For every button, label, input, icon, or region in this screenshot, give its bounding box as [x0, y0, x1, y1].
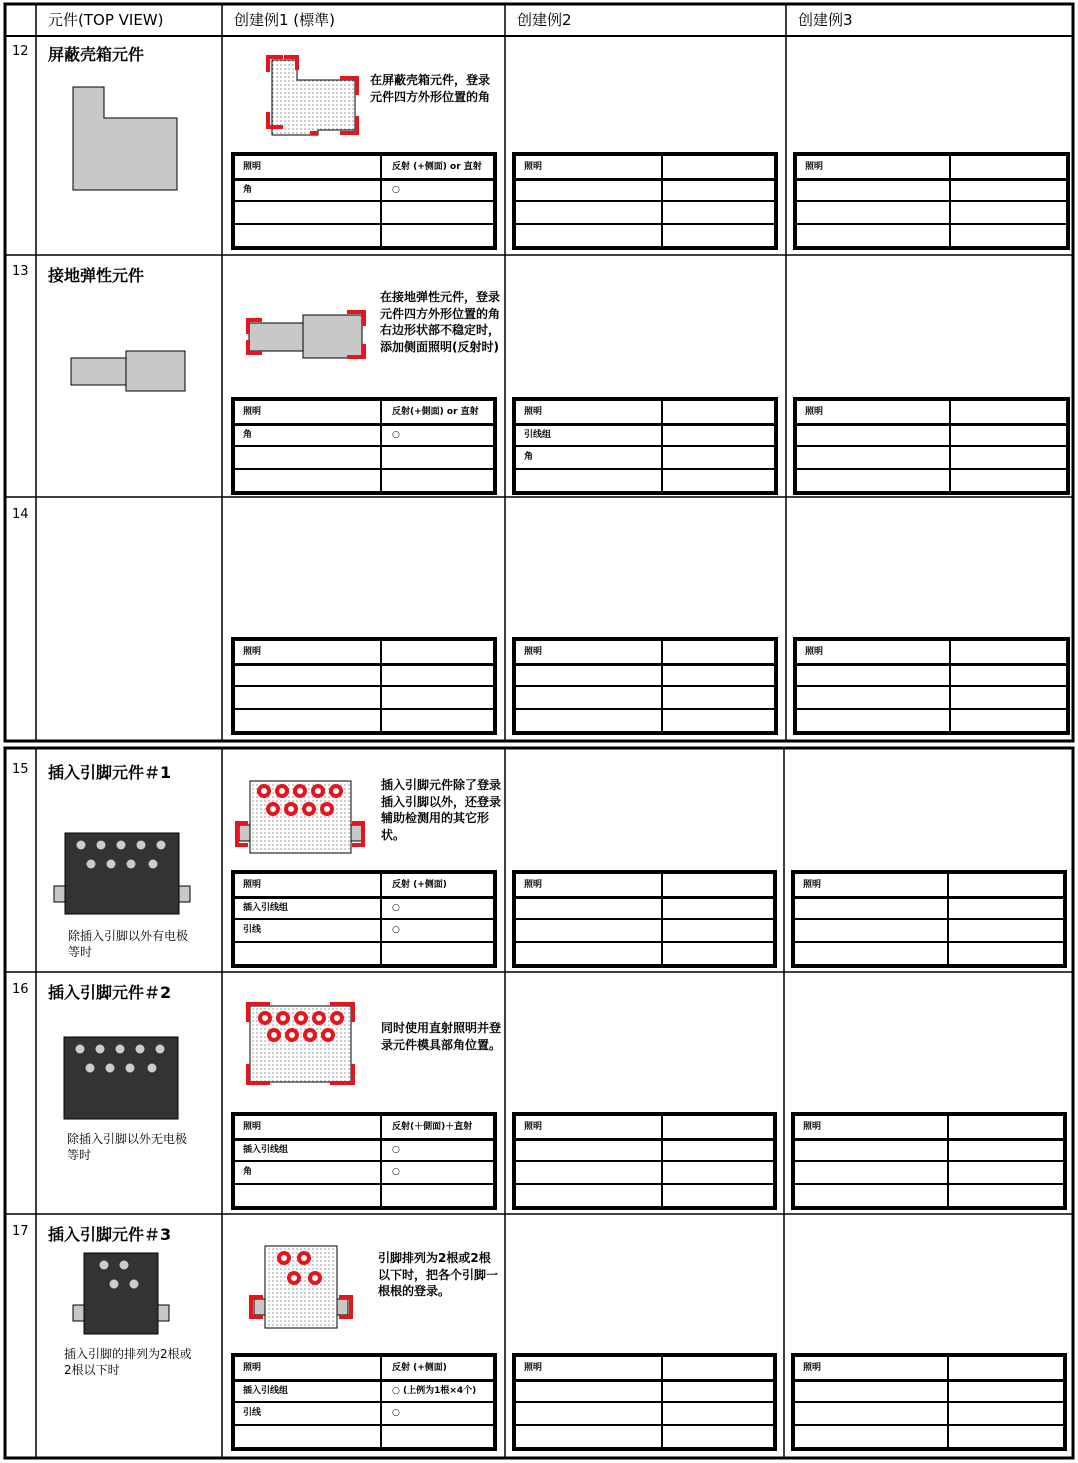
- table-header-cell: [951, 874, 1061, 897]
- table-cell: [235, 664, 380, 687]
- table-cell: [797, 224, 949, 247]
- table-cell: [384, 1184, 491, 1207]
- table-header-cell: 照明: [805, 407, 824, 417]
- table-cell: [516, 201, 661, 224]
- table-header-cell: 照明: [524, 1363, 543, 1373]
- lighting-table: [231, 152, 497, 250]
- table-header-cell: 照明: [524, 647, 543, 657]
- table-column-divider: [380, 874, 382, 964]
- table-cell: [797, 686, 949, 709]
- table-column-divider: [380, 1357, 382, 1447]
- table-column-divider: [949, 401, 951, 491]
- table-column-divider: [661, 1357, 663, 1447]
- table-column-divider: [661, 1116, 663, 1206]
- table-cell: [953, 179, 1064, 202]
- insert-pin-3-registration-diagram: [251, 1246, 351, 1328]
- table-cell: ○: [392, 429, 400, 440]
- table-header-cell: [665, 401, 772, 424]
- table-header-cell: 照明: [243, 880, 262, 890]
- row-title: 接地弹性元件: [48, 266, 145, 285]
- table-cell: [665, 1425, 771, 1448]
- table-header-cell: [665, 641, 772, 664]
- component-caption: 除插入引脚以外有电极等时: [68, 929, 189, 959]
- table-cell: [953, 709, 1064, 732]
- table-cell: [384, 446, 491, 469]
- table-cell: ○: [392, 1408, 400, 1418]
- insert-pin-component-2-icon: [64, 1037, 178, 1119]
- table-cell: [516, 469, 661, 492]
- table-cell: [797, 469, 949, 492]
- table-header-cell: 照明: [243, 407, 262, 417]
- table-cell: [516, 224, 661, 247]
- table-cell: [516, 1184, 661, 1207]
- table-column-divider: [380, 1116, 382, 1206]
- table-header-cell: [665, 1116, 771, 1139]
- table-header-cell: 反射(+側面) or 直射: [392, 407, 479, 417]
- lighting-table: [231, 1353, 497, 1451]
- table-column-divider: [947, 1116, 949, 1206]
- table-cell: 插入引线组: [243, 1144, 289, 1155]
- table-cell: [384, 686, 491, 709]
- table-header-cell: 照明: [243, 162, 262, 172]
- table-cell: [795, 1402, 947, 1425]
- row-number: 15: [12, 762, 29, 777]
- table-cell: [951, 1402, 1061, 1425]
- table-cell: [795, 1161, 947, 1184]
- table-column-divider: [380, 156, 382, 246]
- row-number: 14: [12, 507, 29, 522]
- table-column-divider: [947, 874, 949, 964]
- table-cell: [235, 1425, 380, 1448]
- table-cell: [953, 224, 1064, 247]
- header-example-2: 创建例2: [517, 11, 572, 29]
- lighting-table: [512, 152, 778, 250]
- table-cell: [384, 1425, 491, 1448]
- table-cell: [665, 1139, 771, 1162]
- example-note: 在屏蔽壳箱元件，登录元件四方外形位置的角: [370, 73, 491, 104]
- lighting-table: [231, 870, 497, 968]
- table-cell: [384, 942, 491, 965]
- lighting-table: [791, 870, 1067, 968]
- row-title: 插入引脚元件＃1: [48, 763, 172, 782]
- header-example-3: 创建例3: [798, 11, 853, 29]
- table-header-cell: 照明: [524, 407, 543, 417]
- table-cell: [516, 179, 661, 202]
- table-cell: [235, 1184, 380, 1207]
- table-cell: [795, 1139, 947, 1162]
- table-column-divider: [380, 641, 382, 731]
- table-cell: [665, 469, 772, 492]
- table-header-cell: [384, 641, 491, 664]
- table-header-cell: 照明: [803, 1363, 822, 1373]
- table-cell: [665, 446, 772, 469]
- table-header-cell: 照明: [803, 1122, 822, 1132]
- table-column-divider: [949, 156, 951, 246]
- table-header-cell: [951, 1116, 1061, 1139]
- table-cell: [665, 942, 771, 965]
- table-cell: [235, 709, 380, 732]
- table-header-cell: 照明: [805, 162, 824, 172]
- table-header-cell: 反射 (+侧面) or 直射: [392, 162, 482, 172]
- table-cell: [516, 1139, 661, 1162]
- table-cell: [384, 469, 491, 492]
- table-header-cell: 反射 (+侧面): [392, 880, 447, 890]
- table-header-cell: 反射 (+侧面): [392, 1363, 447, 1373]
- row-number: 17: [12, 1224, 29, 1239]
- table-cell: 插入引线组: [243, 902, 289, 913]
- table-cell: [516, 1161, 661, 1184]
- table-cell: 角: [243, 184, 253, 195]
- table-cell: [516, 942, 661, 965]
- table-cell: ○: [392, 184, 400, 195]
- table-cell: [235, 469, 380, 492]
- table-header-cell: [665, 1357, 771, 1380]
- table-header-cell: [953, 641, 1064, 664]
- table-cell: ○: [392, 1144, 400, 1155]
- lighting-table: [512, 1112, 777, 1210]
- table-header-cell: [953, 401, 1064, 424]
- table-cell: [953, 469, 1064, 492]
- table-cell: [795, 919, 947, 942]
- row-title: 插入引脚元件＃2: [48, 983, 172, 1002]
- table-column-divider: [661, 401, 663, 491]
- table-header-cell: 照明: [803, 880, 822, 890]
- table-cell: [953, 664, 1064, 687]
- table-cell: 角: [524, 452, 534, 462]
- row-title: 插入引脚元件＃3: [48, 1225, 172, 1244]
- table-cell: ○: [392, 1167, 400, 1177]
- table-column-divider: [661, 641, 663, 731]
- table-cell: 引线组: [524, 429, 552, 440]
- table-cell: [953, 686, 1064, 709]
- lighting-table: [231, 637, 497, 735]
- table-cell: [516, 919, 661, 942]
- lighting-table: [512, 637, 778, 735]
- table-cell: [951, 1161, 1061, 1184]
- table-cell: ○ (上例为1根×4个): [392, 1385, 477, 1396]
- table-column-divider: [661, 156, 663, 246]
- table-cell: [665, 1380, 771, 1403]
- table-header-cell: 照明: [524, 162, 543, 172]
- table-cell: [797, 179, 949, 202]
- ground-spring-component-icon: [71, 351, 185, 391]
- table-cell: [797, 424, 949, 447]
- table-column-divider: [380, 401, 382, 491]
- table-cell: [797, 709, 949, 732]
- table-cell: [953, 446, 1064, 469]
- component-caption: 除插入引脚以外无电极等时: [67, 1132, 188, 1162]
- table-cell: [951, 1380, 1061, 1403]
- table-cell: ○: [392, 925, 400, 935]
- lighting-table: [791, 1112, 1067, 1210]
- table-header-cell: [665, 874, 771, 897]
- table-cell: ○: [392, 902, 400, 913]
- ground-spring-registration-diagram: [248, 312, 364, 358]
- table-cell: [665, 664, 772, 687]
- insert-pin-component-1-icon: [54, 833, 190, 914]
- table-cell: [795, 1380, 947, 1403]
- table-cell: [235, 942, 380, 965]
- insert-pin-2-registration-diagram: [248, 1004, 353, 1083]
- table-cell: [795, 897, 947, 920]
- table-cell: [953, 424, 1064, 447]
- row-number: 13: [12, 264, 29, 279]
- table-cell: [665, 424, 772, 447]
- example-note: 在接地弹性元件，登录元件四方外形位置的角 右边形状部不稳定时，添加侧面照明(反射时): [380, 290, 501, 354]
- example-note: 引脚排列为2根或2根以下时，把各个引脚一根根的登录。: [378, 1251, 499, 1298]
- row-number: 12: [12, 44, 29, 59]
- table-cell: [665, 1184, 771, 1207]
- example-note: 插入引脚元件除了登录插入引脚以外，还登录辅助检测用的其它形状。: [381, 778, 502, 842]
- table-cell: 插入引线组: [243, 1385, 289, 1396]
- example-note: 同时使用直射照明并登录元件模具部角位置。: [381, 1021, 502, 1052]
- table-header-cell: 照明: [243, 1363, 262, 1373]
- table-cell: [384, 224, 491, 247]
- table-cell: [516, 897, 661, 920]
- lighting-table: [231, 397, 497, 495]
- table-cell: [951, 942, 1061, 965]
- table-column-divider: [947, 1357, 949, 1447]
- table-cell: [516, 686, 661, 709]
- table-cell: [951, 1425, 1061, 1448]
- table-header-cell: 照明: [524, 880, 543, 890]
- table-column-divider: [949, 641, 951, 731]
- lighting-table: [793, 397, 1070, 495]
- table-cell: [384, 664, 491, 687]
- table-cell: [235, 201, 380, 224]
- table-cell: [665, 897, 771, 920]
- table-cell: [384, 201, 491, 224]
- table-cell: [795, 942, 947, 965]
- table-column-divider: [661, 874, 663, 964]
- table-cell: 引线: [243, 1408, 262, 1418]
- table-cell: [235, 446, 380, 469]
- table-cell: [951, 1139, 1061, 1162]
- table-header-cell: [951, 1357, 1061, 1380]
- table-header-cell: [953, 156, 1064, 179]
- table-header-cell: 照明: [524, 1122, 543, 1132]
- table-cell: [795, 1184, 947, 1207]
- table-cell: [797, 446, 949, 469]
- table-header-cell: [665, 156, 772, 179]
- table-header-cell: 反射(＋側面)＋直射: [392, 1122, 473, 1132]
- insert-pin-1-registration-diagram: [237, 781, 363, 853]
- row-title: 屏蔽壳箱元件: [48, 45, 145, 64]
- table-cell: [665, 709, 772, 732]
- lighting-table: [512, 397, 778, 495]
- table-cell: [235, 224, 380, 247]
- table-cell: [516, 709, 661, 732]
- table-cell: [665, 201, 772, 224]
- table-cell: [665, 1402, 771, 1425]
- table-header-cell: 照明: [243, 647, 262, 657]
- table-cell: [951, 1184, 1061, 1207]
- table-cell: [665, 919, 771, 942]
- row-number: 16: [12, 982, 29, 997]
- table-cell: [795, 1425, 947, 1448]
- table-cell: [516, 1402, 661, 1425]
- table-cell: [665, 224, 772, 247]
- lighting-table: [231, 1112, 497, 1210]
- lighting-table: [512, 870, 777, 968]
- lighting-table: [512, 1353, 777, 1451]
- table-cell: 角: [243, 429, 253, 440]
- lighting-table: [791, 1353, 1067, 1451]
- shield-box-registration-diagram: [268, 57, 357, 135]
- table-cell: [951, 897, 1061, 920]
- insert-pin-component-3-icon: [73, 1253, 169, 1334]
- table-cell: [384, 709, 491, 732]
- header-example-1: 创建例1 (標準): [234, 11, 336, 29]
- table-cell: [516, 1380, 661, 1403]
- table-header-cell: 照明: [805, 647, 824, 657]
- component-caption: 插入引脚的排列为2根或2根以下时: [64, 1347, 192, 1377]
- table-cell: [665, 179, 772, 202]
- table-cell: 角: [243, 1167, 253, 1177]
- table-cell: [953, 201, 1064, 224]
- table-cell: [665, 1161, 771, 1184]
- shield-box-component-icon: [73, 87, 177, 190]
- table-cell: [797, 201, 949, 224]
- table-header-cell: 照明: [243, 1122, 262, 1132]
- table-cell: 引线: [243, 925, 262, 935]
- header-component: 元件(TOP VIEW): [48, 11, 164, 29]
- lighting-table: [793, 152, 1070, 250]
- table-cell: [516, 664, 661, 687]
- table-cell: [516, 1425, 661, 1448]
- table-cell: [951, 919, 1061, 942]
- table-cell: [797, 664, 949, 687]
- table-cell: [665, 686, 772, 709]
- lighting-table: [793, 637, 1070, 735]
- table-cell: [235, 686, 380, 709]
